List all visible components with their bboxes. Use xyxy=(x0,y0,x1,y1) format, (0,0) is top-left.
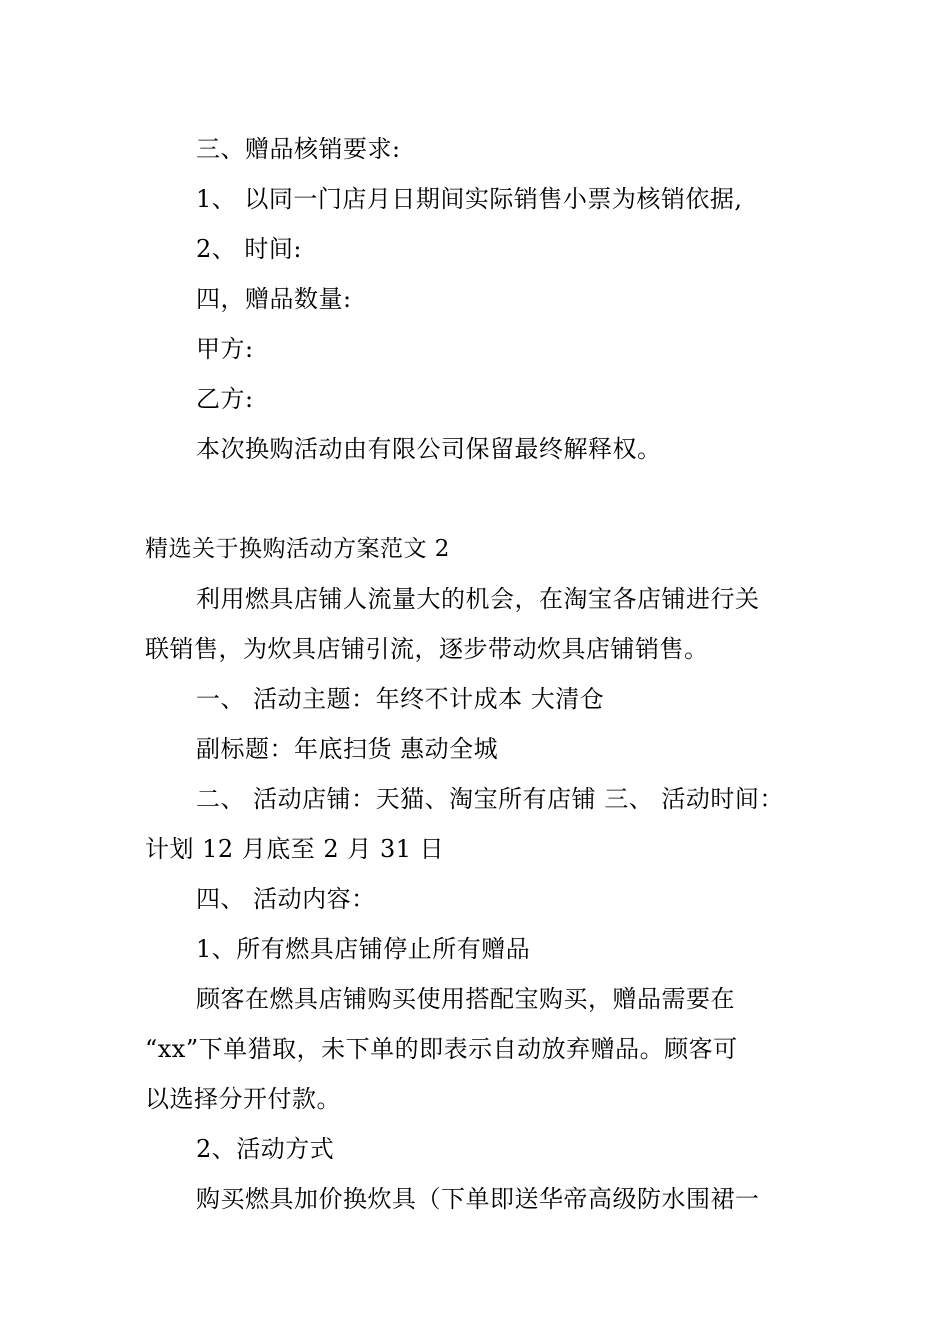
interpretation-clause: 本次换购活动由有限公司保留最终解释权。 xyxy=(196,435,662,463)
party-b: 乙方: xyxy=(196,385,254,413)
content-paragraph-line-3: 以选择分开付款。 xyxy=(145,1085,341,1113)
activity-time-plan: 计划 12 月底至 2 月 31 日 xyxy=(145,835,445,863)
section-four-heading: 四，赠品数量: xyxy=(196,285,352,313)
section-three-heading: 三、赠品核销要求: xyxy=(196,135,401,163)
intro-paragraph-line-2: 联销售，为炊具店铺引流，逐步带动炊具店铺销售。 xyxy=(145,635,709,663)
content-item-2: 2、活动方式 xyxy=(196,1135,335,1163)
activity-shops-and-time: 二、 活动店铺：天猫、淘宝所有店铺 三、 活动时间： xyxy=(196,785,784,813)
item-2-time: 2、 时间: xyxy=(196,235,302,263)
subtitle-line: 副标题：年底扫货 惠动全城 xyxy=(196,735,499,763)
party-a: 甲方: xyxy=(196,335,254,363)
section-four-content-heading: 四、 活动内容： xyxy=(196,885,376,913)
intro-paragraph-line-1: 利用燃具店铺人流量大的机会，在淘宝各店铺进行关 xyxy=(196,585,760,613)
method-paragraph-line-1: 购买燃具加价换炊具（下单即送华帝高级防水围裙一 xyxy=(196,1185,760,1213)
content-paragraph-line-2: “xx”下单猎取，未下单的即表示自动放弃赠品。顾客可 xyxy=(145,1035,738,1063)
content-item-1: 1、所有燃具店铺停止所有赠品 xyxy=(196,935,531,963)
article-title: 精选关于换购活动方案范文 2 xyxy=(145,536,450,562)
content-paragraph-line-1: 顾客在燃具店铺购买使用搭配宝购买，赠品需要在 xyxy=(196,985,735,1013)
item-1-verification-basis: 1、 以同一门店月日期间实际销售小票为核销依据, xyxy=(196,185,743,213)
activity-theme: 一、 活动主题：年终不计成本 大清仓 xyxy=(196,685,605,713)
